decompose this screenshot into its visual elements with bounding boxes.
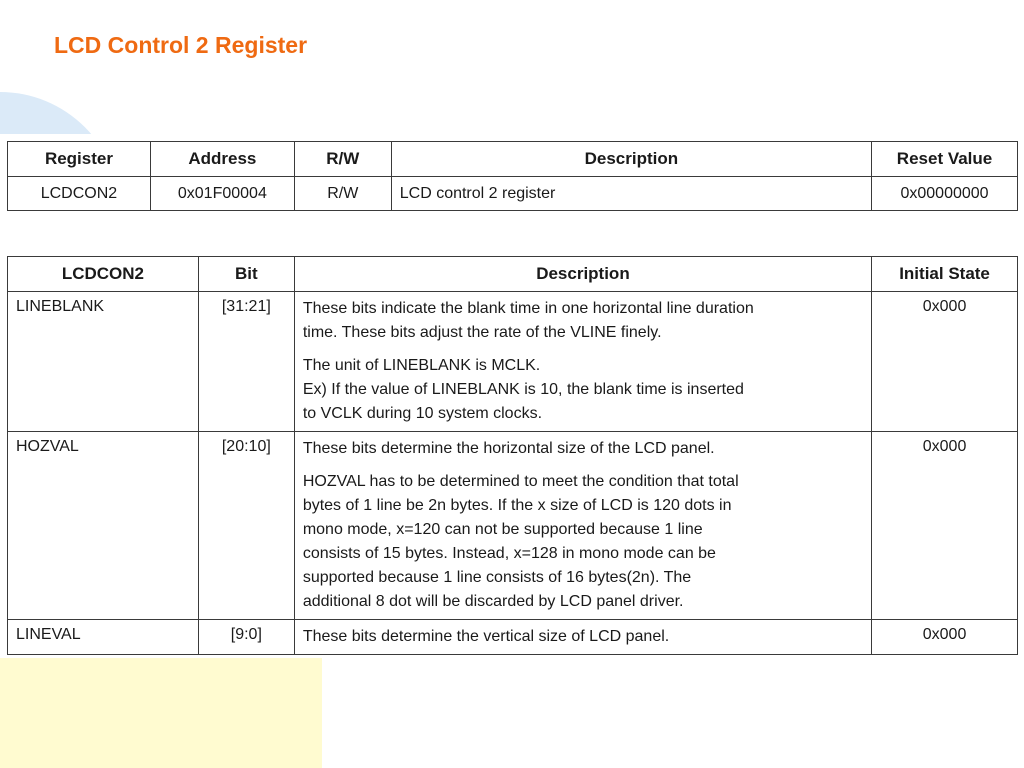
- header-bit: Bit: [198, 257, 294, 292]
- description-line: These bits indicate the blank time in one horizontal line duration: [302, 300, 754, 317]
- description-line: The unit of LINEBLANK is MCLK.: [302, 357, 541, 374]
- description-line: These bits determine the vertical size of LCD panel.: [302, 628, 670, 645]
- decorative-yellow-panel: [0, 658, 322, 768]
- bit-field-table: [7, 256, 1018, 655]
- header-lcdcon2: LCDCON2: [8, 257, 199, 292]
- field-description: [294, 432, 871, 620]
- header-description: Description: [294, 257, 871, 292]
- description-line: time. These bits adjust the rate of the VLINE finely.: [302, 324, 662, 341]
- table-row: [8, 620, 1018, 655]
- description-line: These bits determine the horizontal size of the LCD panel.: [302, 440, 715, 457]
- field-initial-state: 0x000: [872, 432, 1018, 620]
- table-row: [8, 292, 1018, 432]
- register-table: [7, 141, 1018, 211]
- header-initial-state: Initial State: [872, 257, 1018, 292]
- header-reset-value: Reset Value: [872, 142, 1018, 177]
- cell-reset-value: 0x00000000: [872, 177, 1018, 211]
- description-line: to VCLK during 10 system clocks.: [302, 405, 543, 422]
- field-description: [294, 292, 871, 432]
- table-row: [8, 432, 1018, 620]
- cell-description: LCD control 2 register: [391, 177, 871, 211]
- field-description: [294, 620, 871, 655]
- field-name: LINEBLANK: [8, 292, 199, 432]
- header-description: Description: [391, 142, 871, 177]
- field-initial-state: 0x000: [872, 620, 1018, 655]
- header-rw: R/W: [294, 142, 391, 177]
- field-name: HOZVAL: [8, 432, 199, 620]
- description-line: consists of 15 bytes. Instead, x=128 in mono mode can be: [302, 545, 716, 562]
- field-bits: [20:10]: [198, 432, 294, 620]
- description-line: HOZVAL has to be determined to meet the condition that total: [302, 473, 739, 490]
- description-line: mono mode, x=120 can not be supported because 1 line: [302, 521, 703, 538]
- bit-table-header: [8, 257, 1018, 292]
- field-bits: [9:0]: [198, 620, 294, 655]
- description-line: bytes of 1 line be 2n bytes. If the x size of LCD is 120 dots in: [302, 497, 732, 514]
- header-address: Address: [150, 142, 294, 177]
- slide-title: LCD Control 2 Register: [54, 32, 308, 58]
- table-row: [8, 177, 1018, 211]
- register-table-header: [8, 142, 1018, 177]
- field-bits: [31:21]: [198, 292, 294, 432]
- description-line: additional 8 dot will be discarded by LCD panel driver.: [302, 593, 684, 610]
- description-line: supported because 1 line consists of 16 bytes(2n). The: [302, 569, 692, 586]
- cell-register: LCDCON2: [8, 177, 151, 211]
- field-initial-state: 0x000: [872, 292, 1018, 432]
- cell-rw: R/W: [294, 177, 391, 211]
- field-name: LINEVAL: [8, 620, 199, 655]
- cell-address: 0x01F00004: [150, 177, 294, 211]
- header-register: Register: [8, 142, 151, 177]
- description-line: Ex) If the value of LINEBLANK is 10, the blank time is inserted: [302, 381, 744, 398]
